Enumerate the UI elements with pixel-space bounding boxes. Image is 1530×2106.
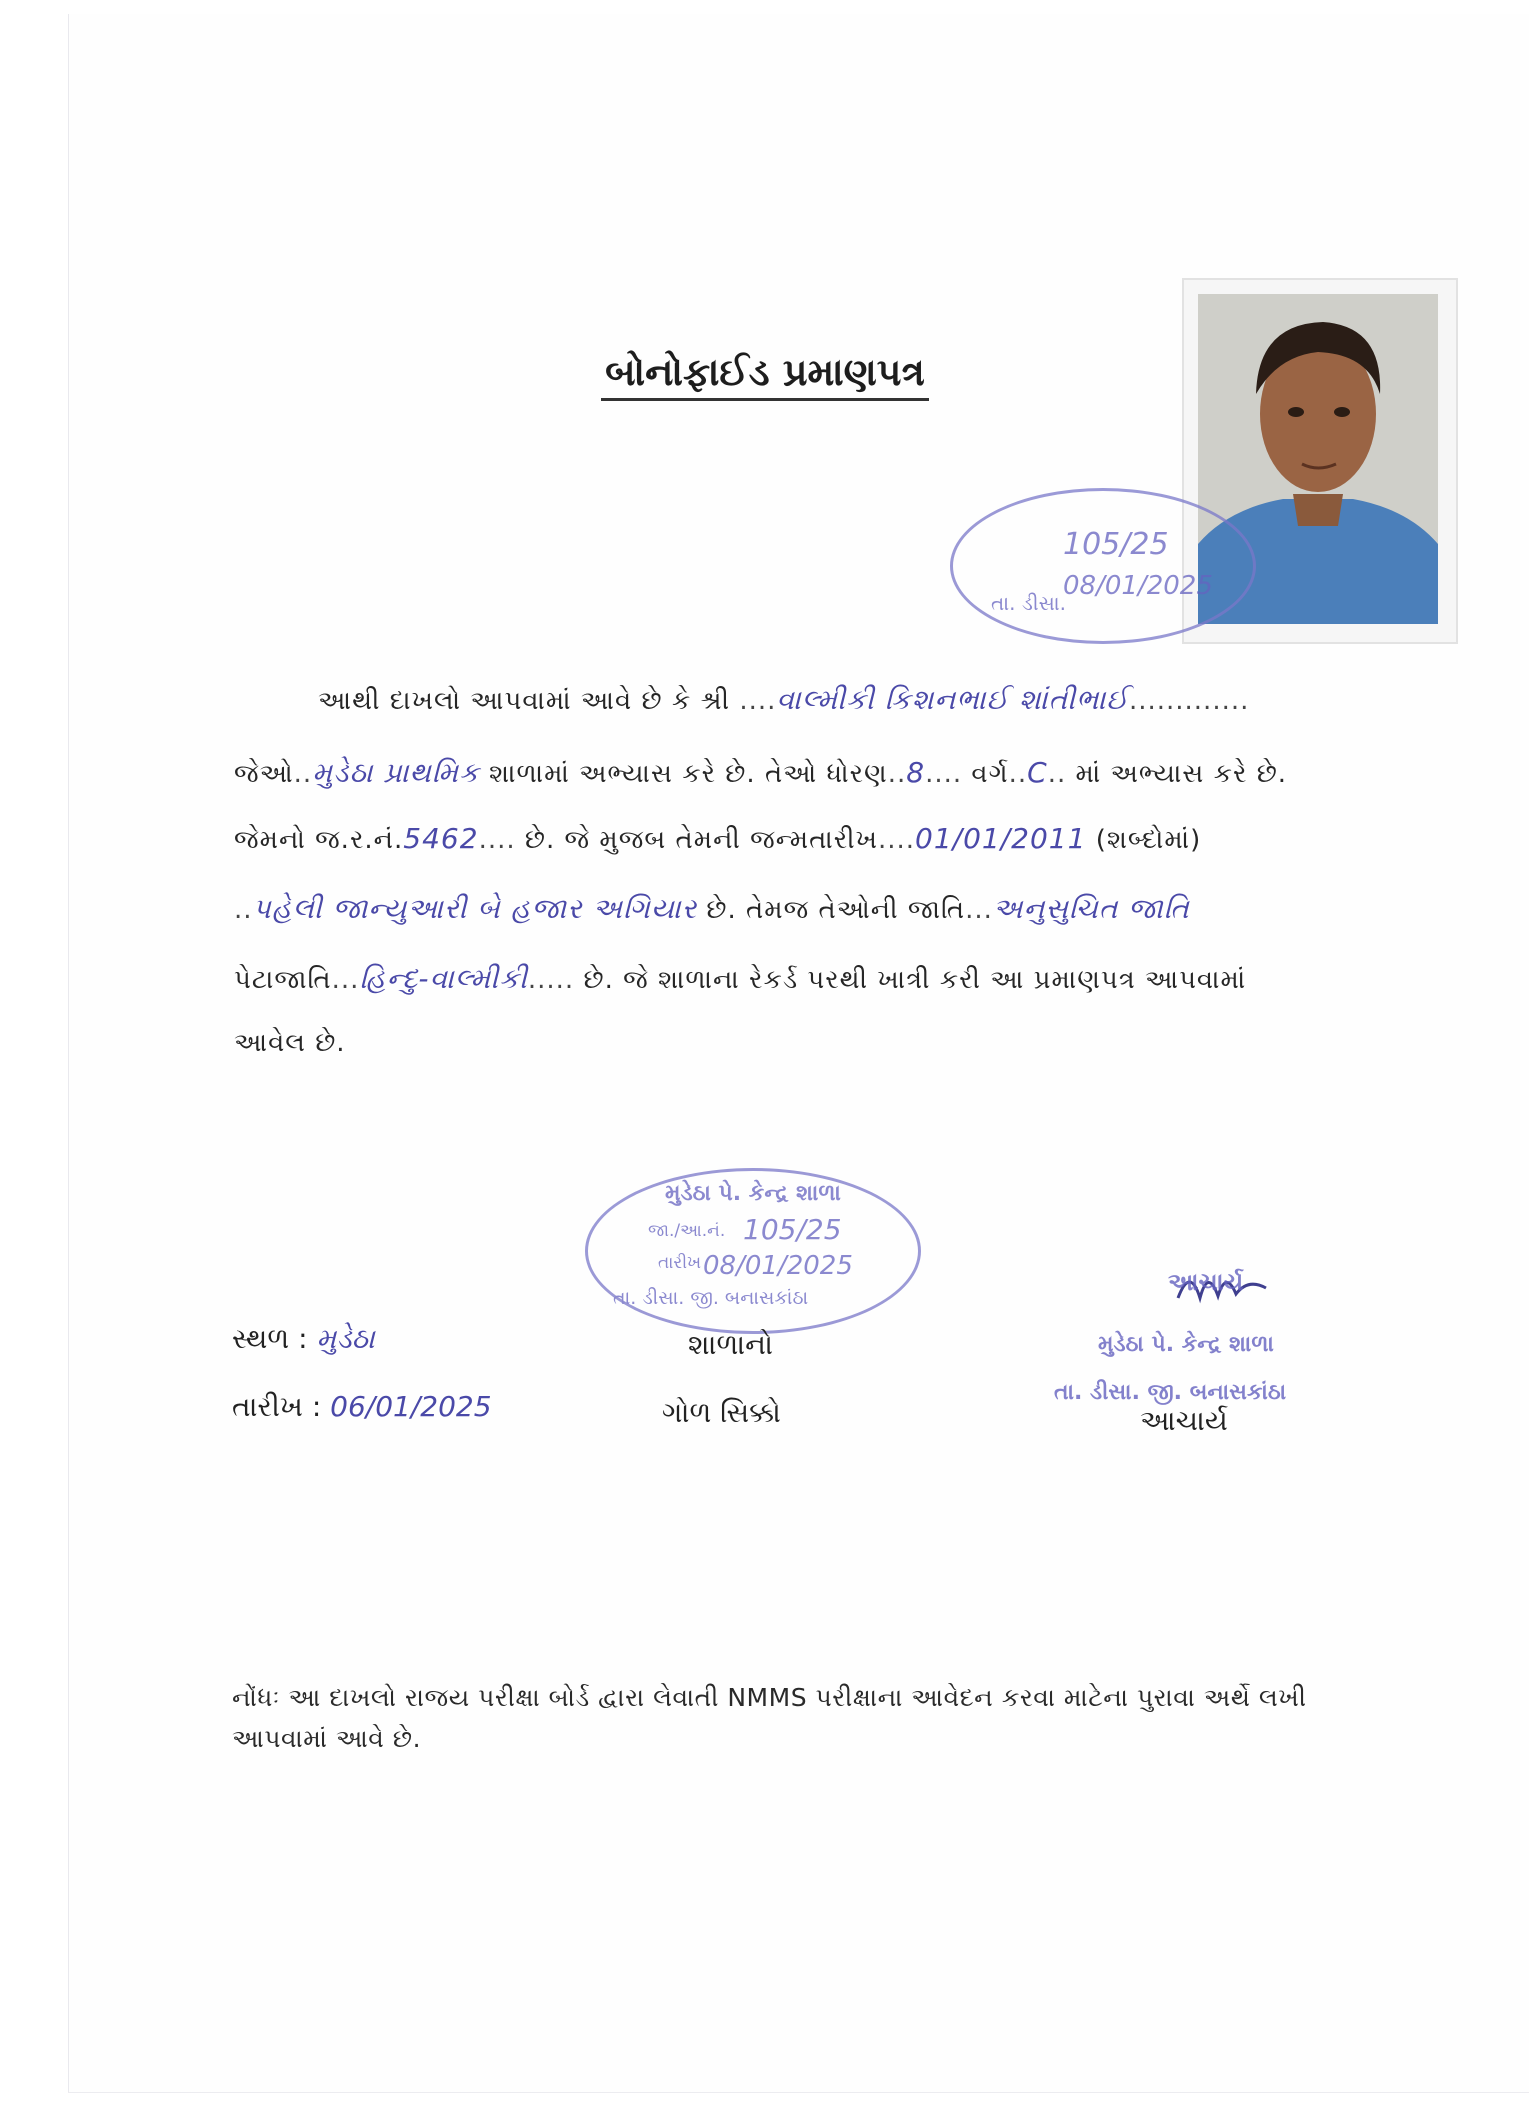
seal-number-label: જા./આ.નં. xyxy=(648,1221,726,1241)
certificate-line-6: આવેલ છે. xyxy=(234,1028,346,1058)
principal-stamp-school: મુડેઠા પે. કેન્દ્ર શાળા xyxy=(1098,1332,1274,1357)
standard-value: 8 xyxy=(906,756,926,789)
certificate-line-3: જેમનો જ.ર.નં.5462.... છે. જે મુજબ તેમની જન્મતારીખ....01/01/2011 (શબ્દોમાં) xyxy=(234,822,1202,855)
place-value: મુડેઠા xyxy=(316,1322,375,1355)
certificate-line-5: પેટાજાતિ...હિન્દુ-વાલ્મીકી..... છે. જે શાળાના રેકર્ડ પરથી ખાત્રી કરી આ પ્રમાણપત્ર આપવામાં xyxy=(234,962,1247,995)
certificate-title: બોનોફાઈડ પ્રમાણપત્ર xyxy=(0,350,1530,395)
class-value: C xyxy=(1027,756,1048,789)
seal-caption-1: શાળાનો xyxy=(688,1328,774,1361)
subcaste-value: હિન્દુ-વાલ્મીકી xyxy=(359,962,528,995)
stamp-top-date: 08/01/2025 xyxy=(1063,571,1213,601)
caste-value: અનુસુચિત જાતિ xyxy=(992,892,1190,925)
seal-school-name: મુડેઠા પે. કેન્દ્ર શાળા xyxy=(665,1181,841,1206)
certificate-line-4: ..પહેલી જાન્યુઆરી બે હજાર અગિયાર છે. તેમજ તેઓની જાતિ...અનુસુચિત જાતિ xyxy=(234,892,1190,925)
place-row: સ્થળ : મુડેઠા xyxy=(232,1322,375,1355)
seal-caption-2: ગોળ સિક્કો xyxy=(662,1396,781,1429)
certificate-line-2: જેઓ..મુડેઠા પ્રાથમિક શાળામાં અભ્યાસ કરે છે. તેઓ ધોરણ..8.... વર્ગ..C.. માં અભ્યાસ કરે છે. xyxy=(234,756,1288,789)
gr-number: 5462 xyxy=(403,822,479,855)
issue-date: 06/01/2025 xyxy=(330,1390,492,1423)
stamp-top-number: 105/25 xyxy=(1063,527,1169,562)
birth-date: 01/01/2011 xyxy=(915,822,1087,855)
seal-date: 08/01/2025 xyxy=(703,1251,853,1281)
seal-number: 105/25 xyxy=(743,1213,842,1246)
student-name: વાલ્મીકી કિશનભાઈ શાંતીભાઈ xyxy=(776,683,1129,716)
seal-district: તા. ડીસા. જી. બનાસકાંઠા xyxy=(613,1287,809,1309)
note-line-1: નોંધઃ આ દાખલો રાજય પરીક્ષા બોર્ડ દ્વારા લેવાતી NMMS પરીક્ષાના આવેદન કરવા માટેના પુરાવા અર્થે લખી xyxy=(232,1683,1307,1712)
note-line-2: આપવામાં આવે છે. xyxy=(232,1724,422,1753)
date-row: તારીખ : 06/01/2025 xyxy=(232,1390,492,1423)
stamp-top-taluka: તા. ડીસા. xyxy=(991,591,1067,615)
principal-stamp-district: તા. ડીસા. જી. બનાસકાંઠા xyxy=(1054,1380,1287,1405)
certificate-line-1: આથી દાખલો આપવામાં આવે છે કે શ્રી ....વાલ્મીકી કિશનભાઈ શાંતીભાઈ............. xyxy=(318,683,1250,716)
seal-date-label: તારીખ xyxy=(658,1253,702,1273)
principal-label: આચાર્ય xyxy=(1140,1404,1228,1437)
school-name: મુડેઠા પ્રાથમિક xyxy=(312,756,480,789)
school-round-seal xyxy=(585,1168,921,1334)
birth-date-words: પહેલી જાન્યુઆરી બે હજાર અગિયાર xyxy=(252,892,698,925)
principal-stamp-title: આચાર્ય xyxy=(1168,1268,1244,1296)
inward-stamp-top xyxy=(950,488,1256,644)
